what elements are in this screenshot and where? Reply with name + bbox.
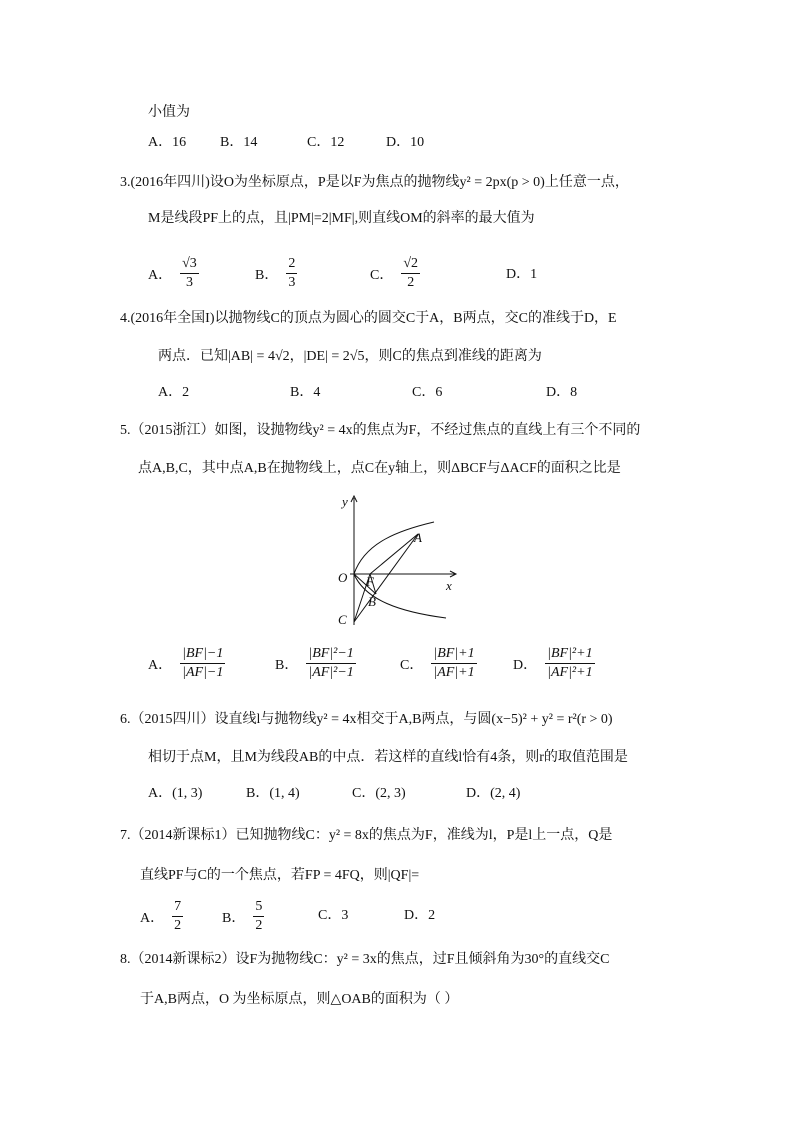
q6-option-d: D．(2, 4) (466, 786, 521, 801)
q3-option-a (148, 255, 201, 292)
denominator: 3 (185, 275, 193, 290)
numerator: 5 (253, 898, 264, 917)
q6-option-c: C．(2, 3) (352, 786, 406, 801)
label-y: y (342, 494, 348, 509)
fraction (180, 645, 225, 682)
q2-option-a: A．16 (148, 135, 187, 150)
fraction (306, 645, 355, 682)
denominator: 2 (407, 275, 415, 290)
label-b: B (368, 594, 376, 609)
parabola-figure (330, 490, 465, 630)
option-label: B． (275, 657, 299, 673)
q5-option-b (275, 645, 358, 682)
q2-tail: 小值为 (148, 105, 190, 120)
fraction (286, 255, 297, 292)
option-label: D． (513, 657, 538, 673)
q3-line2: M是线段PF上的点，且|PM|=2|MF|,则直线OM的斜率的最大值为 (148, 211, 535, 226)
denominator: 2 (174, 918, 182, 933)
numerator: 7 (172, 898, 183, 917)
line-fa (370, 534, 418, 574)
label-f: F (366, 574, 374, 589)
option-label: C． (400, 657, 424, 673)
numerator: √3 (180, 255, 199, 274)
q8-line2: 于A,B两点，O 为坐标原点，则△OAB的面积为（ ） (140, 992, 459, 1007)
q6-option-a: A．(1, 3) (148, 786, 203, 801)
q4-option-c: C．6 (412, 385, 443, 400)
label-o: O (338, 570, 348, 585)
q6-line2: 相切于点M，且M为线段AB的中点．若这样的直线l恰有4条，则r的取值范围是 (148, 750, 628, 765)
q5-option-a (148, 645, 227, 682)
q2-option-c: C．12 (307, 135, 345, 150)
q5-option-c (400, 645, 479, 682)
denominator: 2 (255, 918, 263, 933)
q5-line2: 点A,B,C，其中点A,B在抛物线上，点C在y轴上，则ΔBCF与ΔACF的面积之比是 (138, 461, 621, 476)
option-label: B． (222, 910, 246, 926)
q4-line2: 两点．已知|AB| = 4√2，|DE| = 2√5，则C的焦点到准线的距离为 (158, 349, 542, 364)
q6-line1: 6.（2015四川）设直线l与抛物线y² = 4x相交于A,B两点，与圆(x−5)² + y² = r²(r > 0) (120, 712, 613, 727)
fraction (172, 898, 183, 935)
fraction (180, 255, 199, 292)
q7-line1: 7.（2014新课标1）已知抛物线C：y² = 8x的焦点为F，准线为l，P是l上一点，Q是 (120, 828, 613, 843)
numerator: √2 (401, 255, 420, 274)
q7-option-d: D．2 (404, 908, 436, 923)
q4-option-d: D．8 (546, 385, 578, 400)
denominator: 3 (288, 275, 296, 290)
numerator: 2 (286, 255, 297, 274)
q2-option-b: B．14 (220, 135, 258, 150)
q7-option-c: C．3 (318, 908, 349, 923)
q7-option-a (140, 898, 185, 935)
label-c: C (338, 612, 347, 627)
q2-option-d: D．10 (386, 135, 425, 150)
label-x: x (446, 578, 452, 593)
numerator: |BF|−1 (180, 645, 225, 664)
fraction (401, 255, 420, 292)
q4-line1: 4.(2016年全国I)以抛物线C的顶点为圆心的圆交C于A，B两点，交C的准线于D，E (120, 311, 617, 326)
numerator: |BF|²−1 (306, 645, 355, 664)
q5-line1: 5.（2015浙江）如图，设抛物线y² = 4x的焦点为F，不经过焦点的直线上有三个不同的 (120, 423, 641, 438)
q4-option-b: B．4 (290, 385, 321, 400)
q3-option-c (370, 255, 422, 292)
q6-option-b: B．(1, 4) (246, 786, 300, 801)
fraction (253, 898, 264, 935)
q7-option-b (222, 898, 266, 935)
label-a: A (414, 530, 422, 545)
numerator: |BF|+1 (431, 645, 476, 664)
option-label: B． (255, 267, 279, 283)
option-label: A． (148, 657, 173, 673)
q3-line1: 3.(2016年四川)设O为坐标原点，P是以F为焦点的抛物线y² = 2px(p > 0)上任意一点， (120, 175, 629, 190)
q8-line1: 8.（2014新课标2）设F为抛物线C：y² = 3x的焦点，过F且倾斜角为30°的直线交C (120, 952, 610, 967)
option-label: A． (148, 267, 173, 283)
fraction (545, 645, 594, 682)
q7-line2: 直线PF与C的一个焦点，若FP = 4FQ，则|QF|= (140, 868, 420, 883)
q5-option-d (513, 645, 597, 682)
q3-option-d: D．1 (506, 267, 538, 282)
denominator: |AF|−1 (182, 665, 224, 680)
denominator: |AF|+1 (433, 665, 475, 680)
fraction (431, 645, 476, 682)
q3-option-b (255, 255, 299, 292)
denominator: |AF|²−1 (308, 665, 354, 680)
line-ca (354, 534, 418, 622)
option-label: A． (140, 910, 165, 926)
denominator: |AF|²+1 (547, 665, 593, 680)
numerator: |BF|²+1 (545, 645, 594, 664)
option-label: C． (370, 267, 394, 283)
q4-option-a: A．2 (158, 385, 190, 400)
